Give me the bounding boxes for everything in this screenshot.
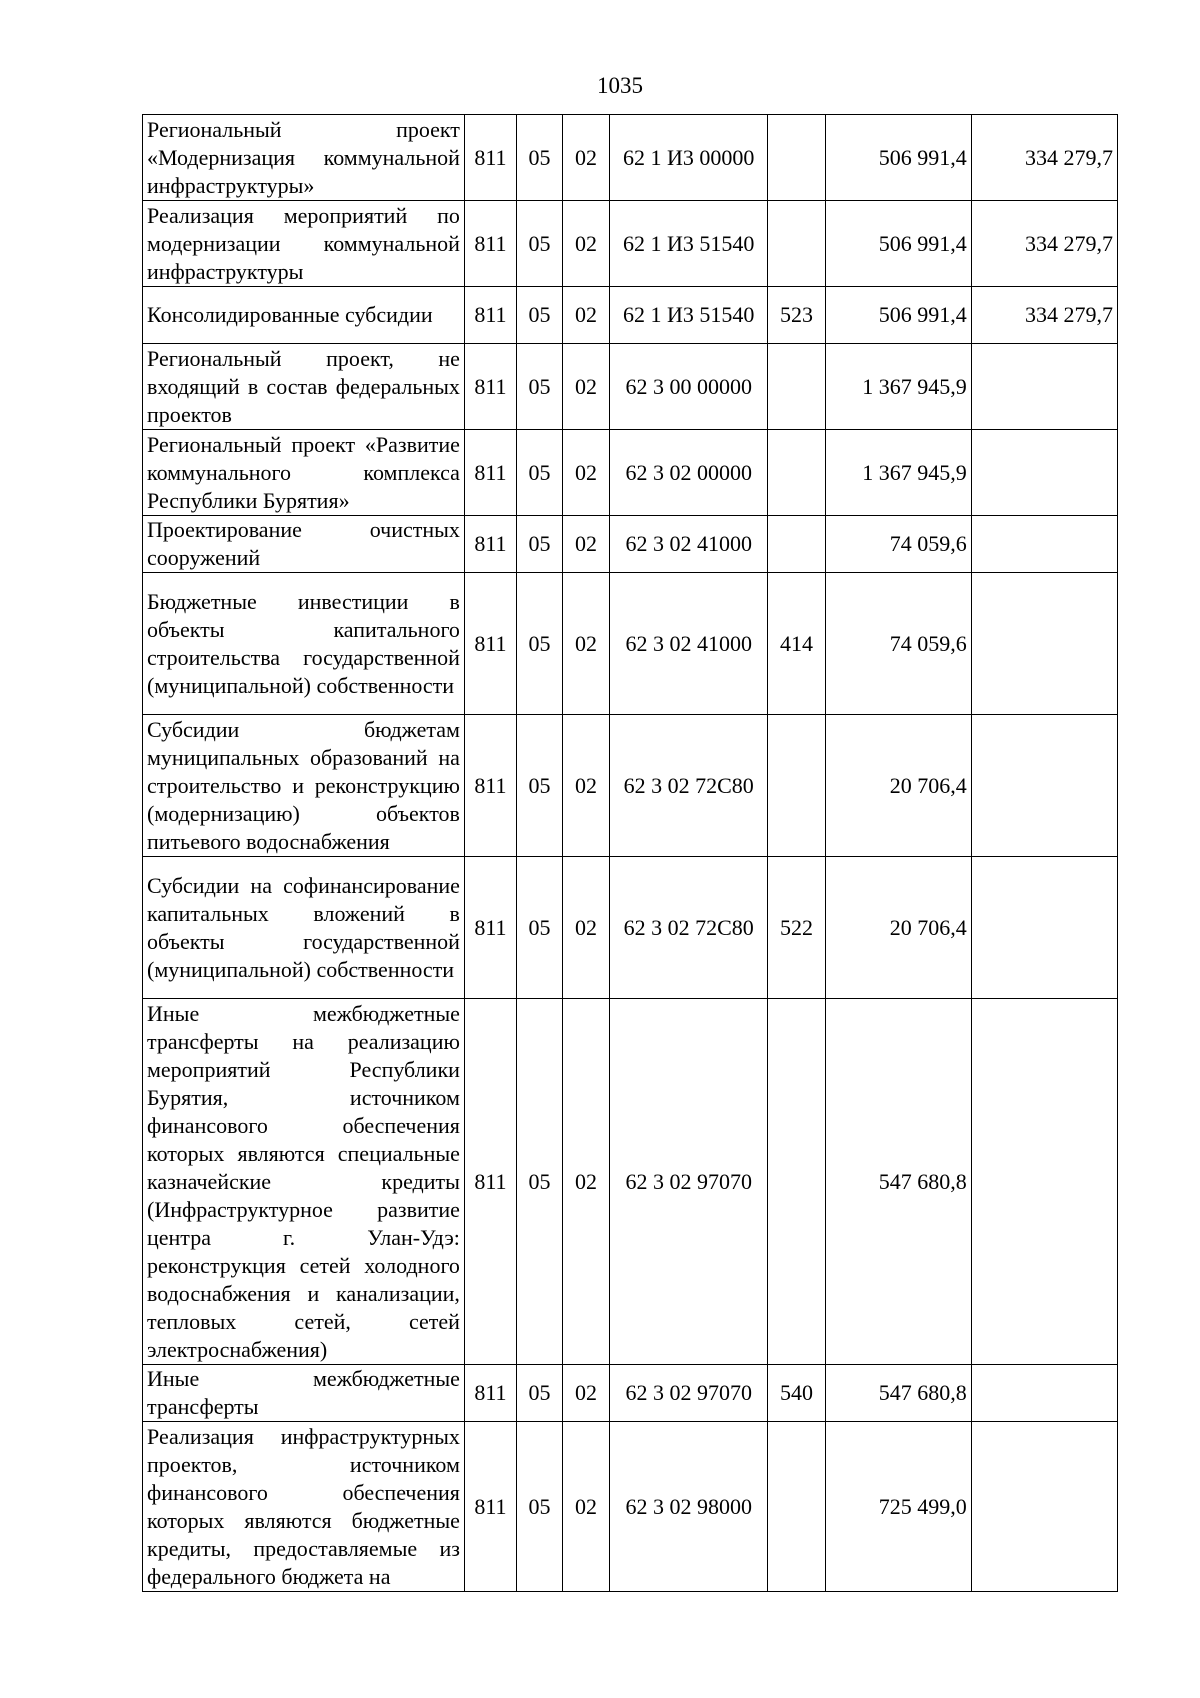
grbs-code: 811 (464, 287, 516, 344)
section-code: 05 (517, 201, 563, 287)
amount-year-1: 506 991,4 (825, 201, 971, 287)
target-article-code: 62 3 02 72С80 (610, 715, 768, 857)
amount-year-2 (971, 1365, 1117, 1422)
section-code: 05 (517, 1365, 563, 1422)
target-article-code: 62 3 02 72С80 (610, 857, 768, 999)
expense-type-code (768, 715, 825, 857)
amount-year-1: 506 991,4 (825, 115, 971, 201)
table-row (143, 573, 1118, 715)
row-name: Иные межбюджетные трансферты (143, 1365, 465, 1422)
expense-type-code (768, 201, 825, 287)
amount-year-1: 547 680,8 (825, 999, 971, 1365)
amount-year-1: 1 367 945,9 (825, 430, 971, 516)
amount-year-2 (971, 715, 1117, 857)
subsection-code: 02 (563, 857, 610, 999)
grbs-code: 811 (464, 715, 516, 857)
table-row (143, 857, 1118, 999)
expense-type-code (768, 430, 825, 516)
amount-year-1: 506 991,4 (825, 287, 971, 344)
grbs-code: 811 (464, 1365, 516, 1422)
amount-year-1: 20 706,4 (825, 715, 971, 857)
target-article-code: 62 3 02 00000 (610, 430, 768, 516)
table-row (143, 715, 1118, 857)
target-article-code: 62 3 02 41000 (610, 516, 768, 573)
expense-type-code (768, 516, 825, 573)
row-name: Бюджетные инвестиции в объекты капитального строительства государственной (муниципальной) собственности (143, 573, 465, 715)
row-name: Консолидированные субсидии (143, 287, 465, 344)
amount-year-2: 334 279,7 (971, 287, 1117, 344)
section-code: 05 (517, 287, 563, 344)
row-name: Региональный проект «Развитие коммунального комплекса Республики Бурятия» (143, 430, 465, 516)
amount-year-1: 74 059,6 (825, 516, 971, 573)
subsection-code: 02 (563, 1365, 610, 1422)
subsection-code: 02 (563, 573, 610, 715)
table-row (143, 1365, 1118, 1422)
amount-year-2: 334 279,7 (971, 115, 1117, 201)
amount-year-1: 725 499,0 (825, 1422, 971, 1592)
expense-type-code (768, 999, 825, 1365)
target-article-code: 62 1 И3 51540 (610, 201, 768, 287)
section-code: 05 (517, 999, 563, 1365)
expense-type-code: 522 (768, 857, 825, 999)
budget-table (142, 114, 1118, 1592)
row-name: Региональный проект «Модернизация коммунальной инфраструктуры» (143, 115, 465, 201)
subsection-code: 02 (563, 201, 610, 287)
table-row (143, 115, 1118, 201)
row-name: Проектирование очистных сооружений (143, 516, 465, 573)
section-code: 05 (517, 430, 563, 516)
expense-type-code: 523 (768, 287, 825, 344)
target-article-code: 62 3 00 00000 (610, 344, 768, 430)
table-row (143, 1422, 1118, 1592)
subsection-code: 02 (563, 516, 610, 573)
row-name: Реализация мероприятий по модернизации коммунальной инфраструктуры (143, 201, 465, 287)
target-article-code: 62 3 02 97070 (610, 999, 768, 1365)
subsection-code: 02 (563, 715, 610, 857)
amount-year-2 (971, 573, 1117, 715)
row-name: Реализация инфраструктурных проектов, источником финансового обеспечения которых являются бюджетные кредиты, предоставляемые из федерального бюджета на (143, 1422, 465, 1592)
amount-year-2 (971, 344, 1117, 430)
expense-type-code (768, 344, 825, 430)
expense-type-code (768, 115, 825, 201)
grbs-code: 811 (464, 1422, 516, 1592)
expense-type-code: 414 (768, 573, 825, 715)
row-name: Субсидии на софинансирование капитальных вложений в объекты государственной (муниципальной) собственности (143, 857, 465, 999)
section-code: 05 (517, 573, 563, 715)
section-code: 05 (517, 115, 563, 201)
grbs-code: 811 (464, 430, 516, 516)
table-row (143, 287, 1118, 344)
row-name: Иные межбюджетные трансферты на реализацию мероприятий Республики Бурятия, источником финансового обеспечения которых являются специальные казначейские кредиты (Инфраструктурное развитие центра г. Улан-Удэ: реконструкция сетей холодного водоснабжения и канализации, тепловых сетей, сетей электроснабжения) (143, 999, 465, 1365)
grbs-code: 811 (464, 999, 516, 1365)
target-article-code: 62 3 02 41000 (610, 573, 768, 715)
subsection-code: 02 (563, 115, 610, 201)
grbs-code: 811 (464, 857, 516, 999)
table-row (143, 344, 1118, 430)
grbs-code: 811 (464, 115, 516, 201)
target-article-code: 62 3 02 97070 (610, 1365, 768, 1422)
subsection-code: 02 (563, 287, 610, 344)
row-name: Региональный проект, не входящий в состав федеральных проектов (143, 344, 465, 430)
grbs-code: 811 (464, 573, 516, 715)
target-article-code: 62 3 02 98000 (610, 1422, 768, 1592)
row-name: Субсидии бюджетам муниципальных образований на строительство и реконструкцию (модернизацию) объектов питьевого водоснабжения (143, 715, 465, 857)
expense-type-code: 540 (768, 1365, 825, 1422)
amount-year-1: 20 706,4 (825, 857, 971, 999)
section-code: 05 (517, 516, 563, 573)
amount-year-2 (971, 516, 1117, 573)
section-code: 05 (517, 715, 563, 857)
page-number: 1035 (597, 73, 643, 98)
amount-year-2 (971, 857, 1117, 999)
grbs-code: 811 (464, 516, 516, 573)
amount-year-1: 1 367 945,9 (825, 344, 971, 430)
grbs-code: 811 (464, 201, 516, 287)
table-row (143, 516, 1118, 573)
table-row (143, 999, 1118, 1365)
table-row (143, 430, 1118, 516)
table-row (143, 201, 1118, 287)
expense-type-code (768, 1422, 825, 1592)
subsection-code: 02 (563, 1422, 610, 1592)
section-code: 05 (517, 1422, 563, 1592)
subsection-code: 02 (563, 999, 610, 1365)
amount-year-2 (971, 430, 1117, 516)
amount-year-2: 334 279,7 (971, 201, 1117, 287)
target-article-code: 62 1 И3 00000 (610, 115, 768, 201)
target-article-code: 62 1 И3 51540 (610, 287, 768, 344)
amount-year-2 (971, 1422, 1117, 1592)
grbs-code: 811 (464, 344, 516, 430)
section-code: 05 (517, 344, 563, 430)
subsection-code: 02 (563, 430, 610, 516)
section-code: 05 (517, 857, 563, 999)
amount-year-1: 74 059,6 (825, 573, 971, 715)
subsection-code: 02 (563, 344, 610, 430)
amount-year-2 (971, 999, 1117, 1365)
amount-year-1: 547 680,8 (825, 1365, 971, 1422)
